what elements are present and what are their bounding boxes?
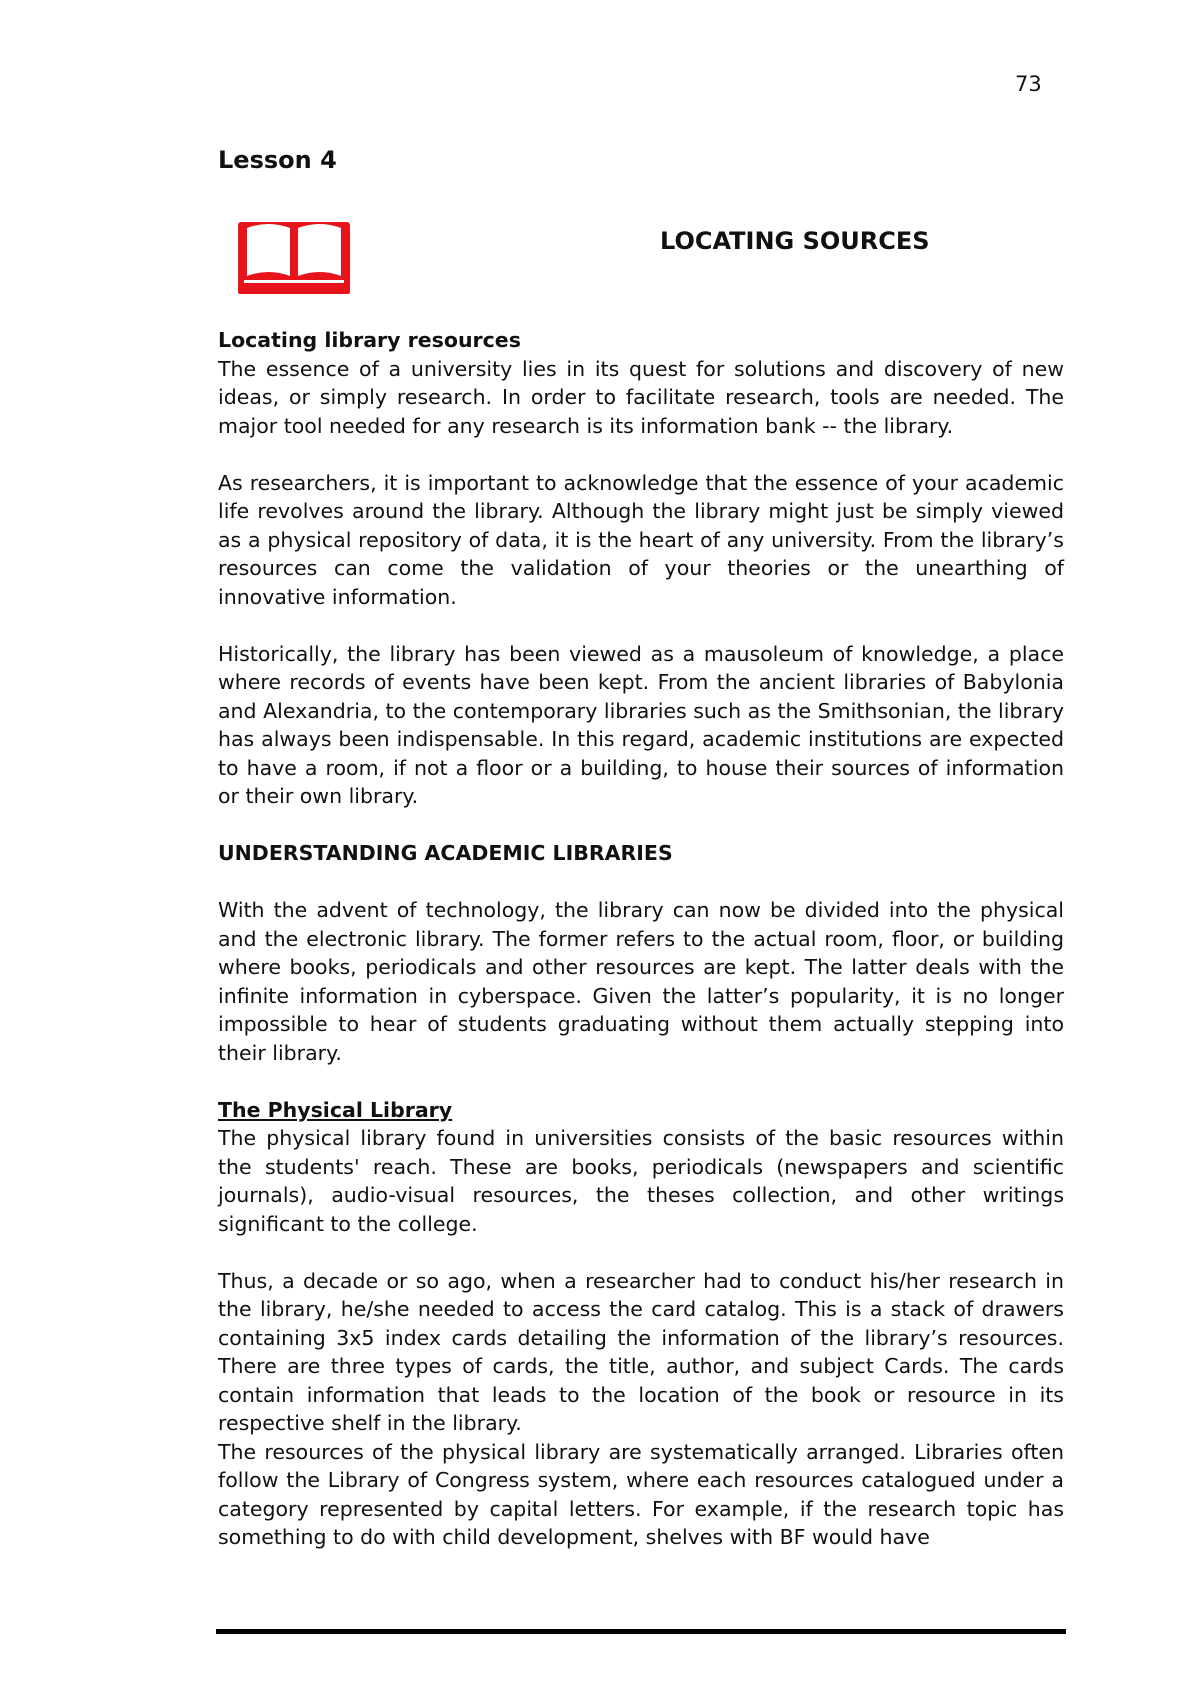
section-heading-locating: Locating library resources — [218, 328, 521, 352]
open-book-icon — [238, 216, 350, 294]
paragraph-historically: Historically, the library has been viewed as a mausoleum of knowledge, a place where records of events have been kept. From the ancient libraries of Babylonia and Alexandria, to the contemporary libraries such as the Smithsonian, the library has always been indispensable. In this regard, academic institutions are expected to have a room, if not a floor or a building, to house their sources of information or their own library. — [218, 641, 1064, 808]
body-text — [218, 326, 1064, 1552]
paragraph-essence: The essence of a university lies in its quest for solutions and discovery of new ideas, or simply research. In order to facilitate research, tools are needed. The major tool needed for any research is its information bank -- the library. — [218, 356, 1064, 438]
section-heading-physical-library: The Physical Library — [218, 1097, 453, 1122]
paragraph-researchers: As researchers, it is important to acknowledge that the essence of your academic life revolves around the library. Although the library might just be simply viewed as a physical repository of data, it is the heart of any university. From the library’s resources can come the validation of your theories or the unearthing of innovative information. — [218, 470, 1064, 609]
paragraph-advent: With the advent of technology, the library can now be divided into the physical and the electronic library. The former refers to the actual room, floor, or building where books, periodicals and other resources are kept. The latter deals with the infinite information in cyberspace. Given the latter’s popularity, it is no longer impossible to hear of students graduating without them actually stepping into their library. — [218, 898, 1064, 1065]
page-number: 73 — [1015, 72, 1042, 96]
footer-rule — [216, 1629, 1066, 1634]
paragraph-card-catalog: Thus, a decade or so ago, when a researcher had to conduct his/her research in the library, he/she needed to access the card catalog. This is a stack of drawers containing 3x5 index cards detailing the information of the library’s resources. There are three types of cards, the title, author, and subject Cards. The cards contain information that leads to the location of the book or resource in its respective shelf in the library. — [218, 1268, 1064, 1435]
paragraph-systematic: The resources of the physical library are systematically arranged. Libraries often follow the Library of Congress system, where each resources catalogued under a category represented by capital letters. For example, if the research topic has something to do with child development, shelves with BF would have — [218, 1439, 1064, 1549]
chapter-title: LOCATING SOURCES — [660, 227, 930, 255]
section-heading-understanding: UNDERSTANDING ACADEMIC LIBRARIES — [218, 841, 673, 865]
paragraph-physical-library: The physical library found in universities consists of the basic resources within the students' reach. These are books, periodicals (newspapers and scientific journals), audio-visual resources, the theses collection, and other writings significant to the college. — [218, 1126, 1064, 1236]
lesson-label: Lesson 4 — [218, 146, 337, 174]
